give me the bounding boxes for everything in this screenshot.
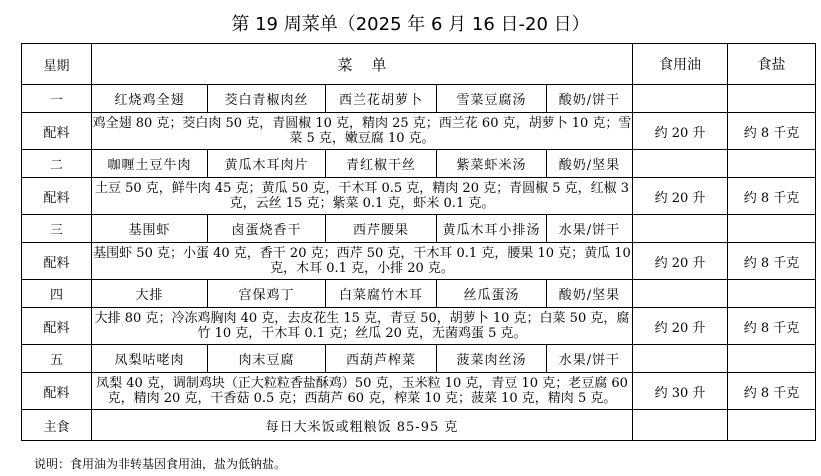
ingredient-label: 配料	[22, 373, 92, 410]
salt-amount: 约 8 千克	[728, 178, 816, 215]
dish-cell: 青红椒干丝	[326, 150, 437, 178]
empty-salt-cell	[728, 410, 816, 441]
weekday-cell: 五	[22, 345, 92, 373]
ingredient-text: 凤梨 40 克，调制鸡块（正大粒粒香盐酥鸡）50 克，玉米粒 10 克，青豆 10 克；老豆腐 60 克，精肉 20 克，干香菇 0.5 克；西葫芦 60 克，榨菜 10 克；菠菜 10 克，精肉 5 克。	[92, 373, 633, 410]
empty-oil-cell	[633, 345, 728, 373]
empty-oil-cell	[633, 150, 728, 178]
ingredient-label: 配料	[22, 308, 92, 345]
staple-row	[22, 410, 816, 441]
staple-text: 每日大米饭或粗粮饭 85-95 克	[92, 410, 633, 441]
staple-label: 主食	[22, 410, 92, 441]
oil-amount: 约 20 升	[633, 308, 728, 345]
dish-row	[22, 215, 816, 243]
header-oil: 食用油	[633, 44, 728, 85]
dish-cell: 酸奶/坚果	[547, 150, 633, 178]
empty-salt-cell	[728, 215, 816, 243]
dish-cell: 红烧鸡全翅	[92, 85, 208, 113]
dish-row	[22, 280, 816, 308]
empty-salt-cell	[728, 280, 816, 308]
empty-oil-cell	[633, 85, 728, 113]
dish-cell: 肉末豆腐	[208, 345, 326, 373]
salt-amount: 约 8 千克	[728, 373, 816, 410]
dish-cell: 黄瓜木耳小排汤	[437, 215, 547, 243]
dish-cell: 咖喱土豆牛肉	[92, 150, 208, 178]
header-row	[22, 44, 816, 85]
dish-row	[22, 345, 816, 373]
dish-cell: 凤梨咕咾肉	[92, 345, 208, 373]
dish-cell: 茭白青椒肉丝	[208, 85, 326, 113]
page-title: 第 19 周菜单（2025 年 6 月 16 日-20 日）	[231, 14, 590, 35]
weekday-cell: 四	[22, 280, 92, 308]
dish-row	[22, 85, 816, 113]
weekday-cell: 三	[22, 215, 92, 243]
oil-amount: 约 20 升	[633, 178, 728, 215]
dish-cell: 菠菜肉丝汤	[437, 345, 547, 373]
dish-cell: 水果/饼干	[547, 345, 633, 373]
dish-cell: 雪菜豆腐汤	[437, 85, 547, 113]
ingredient-row	[22, 308, 816, 345]
ingredient-text: 大排 80 克；冷冻鸡胸肉 40 克，去皮花生 15 克，青豆 50，胡萝卜 10 克；白菜 50 克，腐竹 10 克，干木耳 0.1 克；丝瓜 20 克，无菌鸡蛋 5 克。	[92, 308, 633, 345]
dish-row	[22, 150, 816, 178]
dish-cell: 酸奶/饼干	[547, 85, 633, 113]
dish-cell: 宫保鸡丁	[208, 280, 326, 308]
empty-salt-cell	[728, 345, 816, 373]
ingredient-text: 基围虾 50 克；小蛋 40 克，香干 20 克；西芹 50 克，干木耳 0.1 克，腰果 10 克；黄瓜 10 克，木耳 0.1 克，小排 20 克。	[92, 243, 633, 280]
ingredient-label: 配料	[22, 178, 92, 215]
empty-oil-cell	[633, 215, 728, 243]
oil-amount: 约 20 升	[633, 113, 728, 150]
dish-cell: 卤蛋烧香干	[208, 215, 326, 243]
footnote: 说明：食用油为非转基因食用油，盐为低钠盐。	[34, 457, 287, 471]
weekday-cell: 二	[22, 150, 92, 178]
header-weekday: 星期	[22, 44, 92, 85]
empty-oil-cell	[633, 280, 728, 308]
empty-salt-cell	[728, 85, 816, 113]
menu-table	[21, 43, 816, 441]
dish-cell: 西葫芦榨菜	[326, 345, 437, 373]
salt-amount: 约 8 千克	[728, 308, 816, 345]
dish-cell: 酸奶/坚果	[547, 280, 633, 308]
ingredient-row	[22, 243, 816, 280]
header-menu: 菜 单	[92, 44, 633, 85]
dish-cell: 西兰花胡萝卜	[326, 85, 437, 113]
dish-cell: 丝瓜蛋汤	[437, 280, 547, 308]
salt-amount: 约 8 千克	[728, 243, 816, 280]
dish-cell: 黄瓜木耳肉片	[208, 150, 326, 178]
oil-amount: 约 30 升	[633, 373, 728, 410]
dish-cell: 基围虾	[92, 215, 208, 243]
dish-cell: 西芹腰果	[326, 215, 437, 243]
weekday-cell: 一	[22, 85, 92, 113]
dish-cell: 白菜腐竹木耳	[326, 280, 437, 308]
salt-amount: 约 8 千克	[728, 113, 816, 150]
ingredient-row	[22, 113, 816, 150]
ingredient-label: 配料	[22, 243, 92, 280]
empty-oil-cell	[633, 410, 728, 441]
dish-cell: 水果/饼干	[547, 215, 633, 243]
ingredient-text: 土豆 50 克，鲜牛肉 45 克；黄瓜 50 克，干木耳 0.5 克，精肉 20 克；青圆椒 5 克，红椒 3 克，云丝 15 克；紫菜 0.1 克，虾米 0.1 克。	[92, 178, 633, 215]
oil-amount: 约 20 升	[633, 243, 728, 280]
ingredient-text: 鸡全翅 80 克；茭白肉 50 克，青圆椒 10 克，精肉 25 克；西兰花 60 克，胡萝卜 10 克；雪菜 5 克，嫩豆腐 10 克。	[92, 113, 633, 150]
dish-cell: 大排	[92, 280, 208, 308]
ingredient-row	[22, 178, 816, 215]
empty-salt-cell	[728, 150, 816, 178]
ingredient-row	[22, 373, 816, 410]
dish-cell: 紫菜虾米汤	[437, 150, 547, 178]
ingredient-label: 配料	[22, 113, 92, 150]
header-salt: 食盐	[728, 44, 816, 85]
